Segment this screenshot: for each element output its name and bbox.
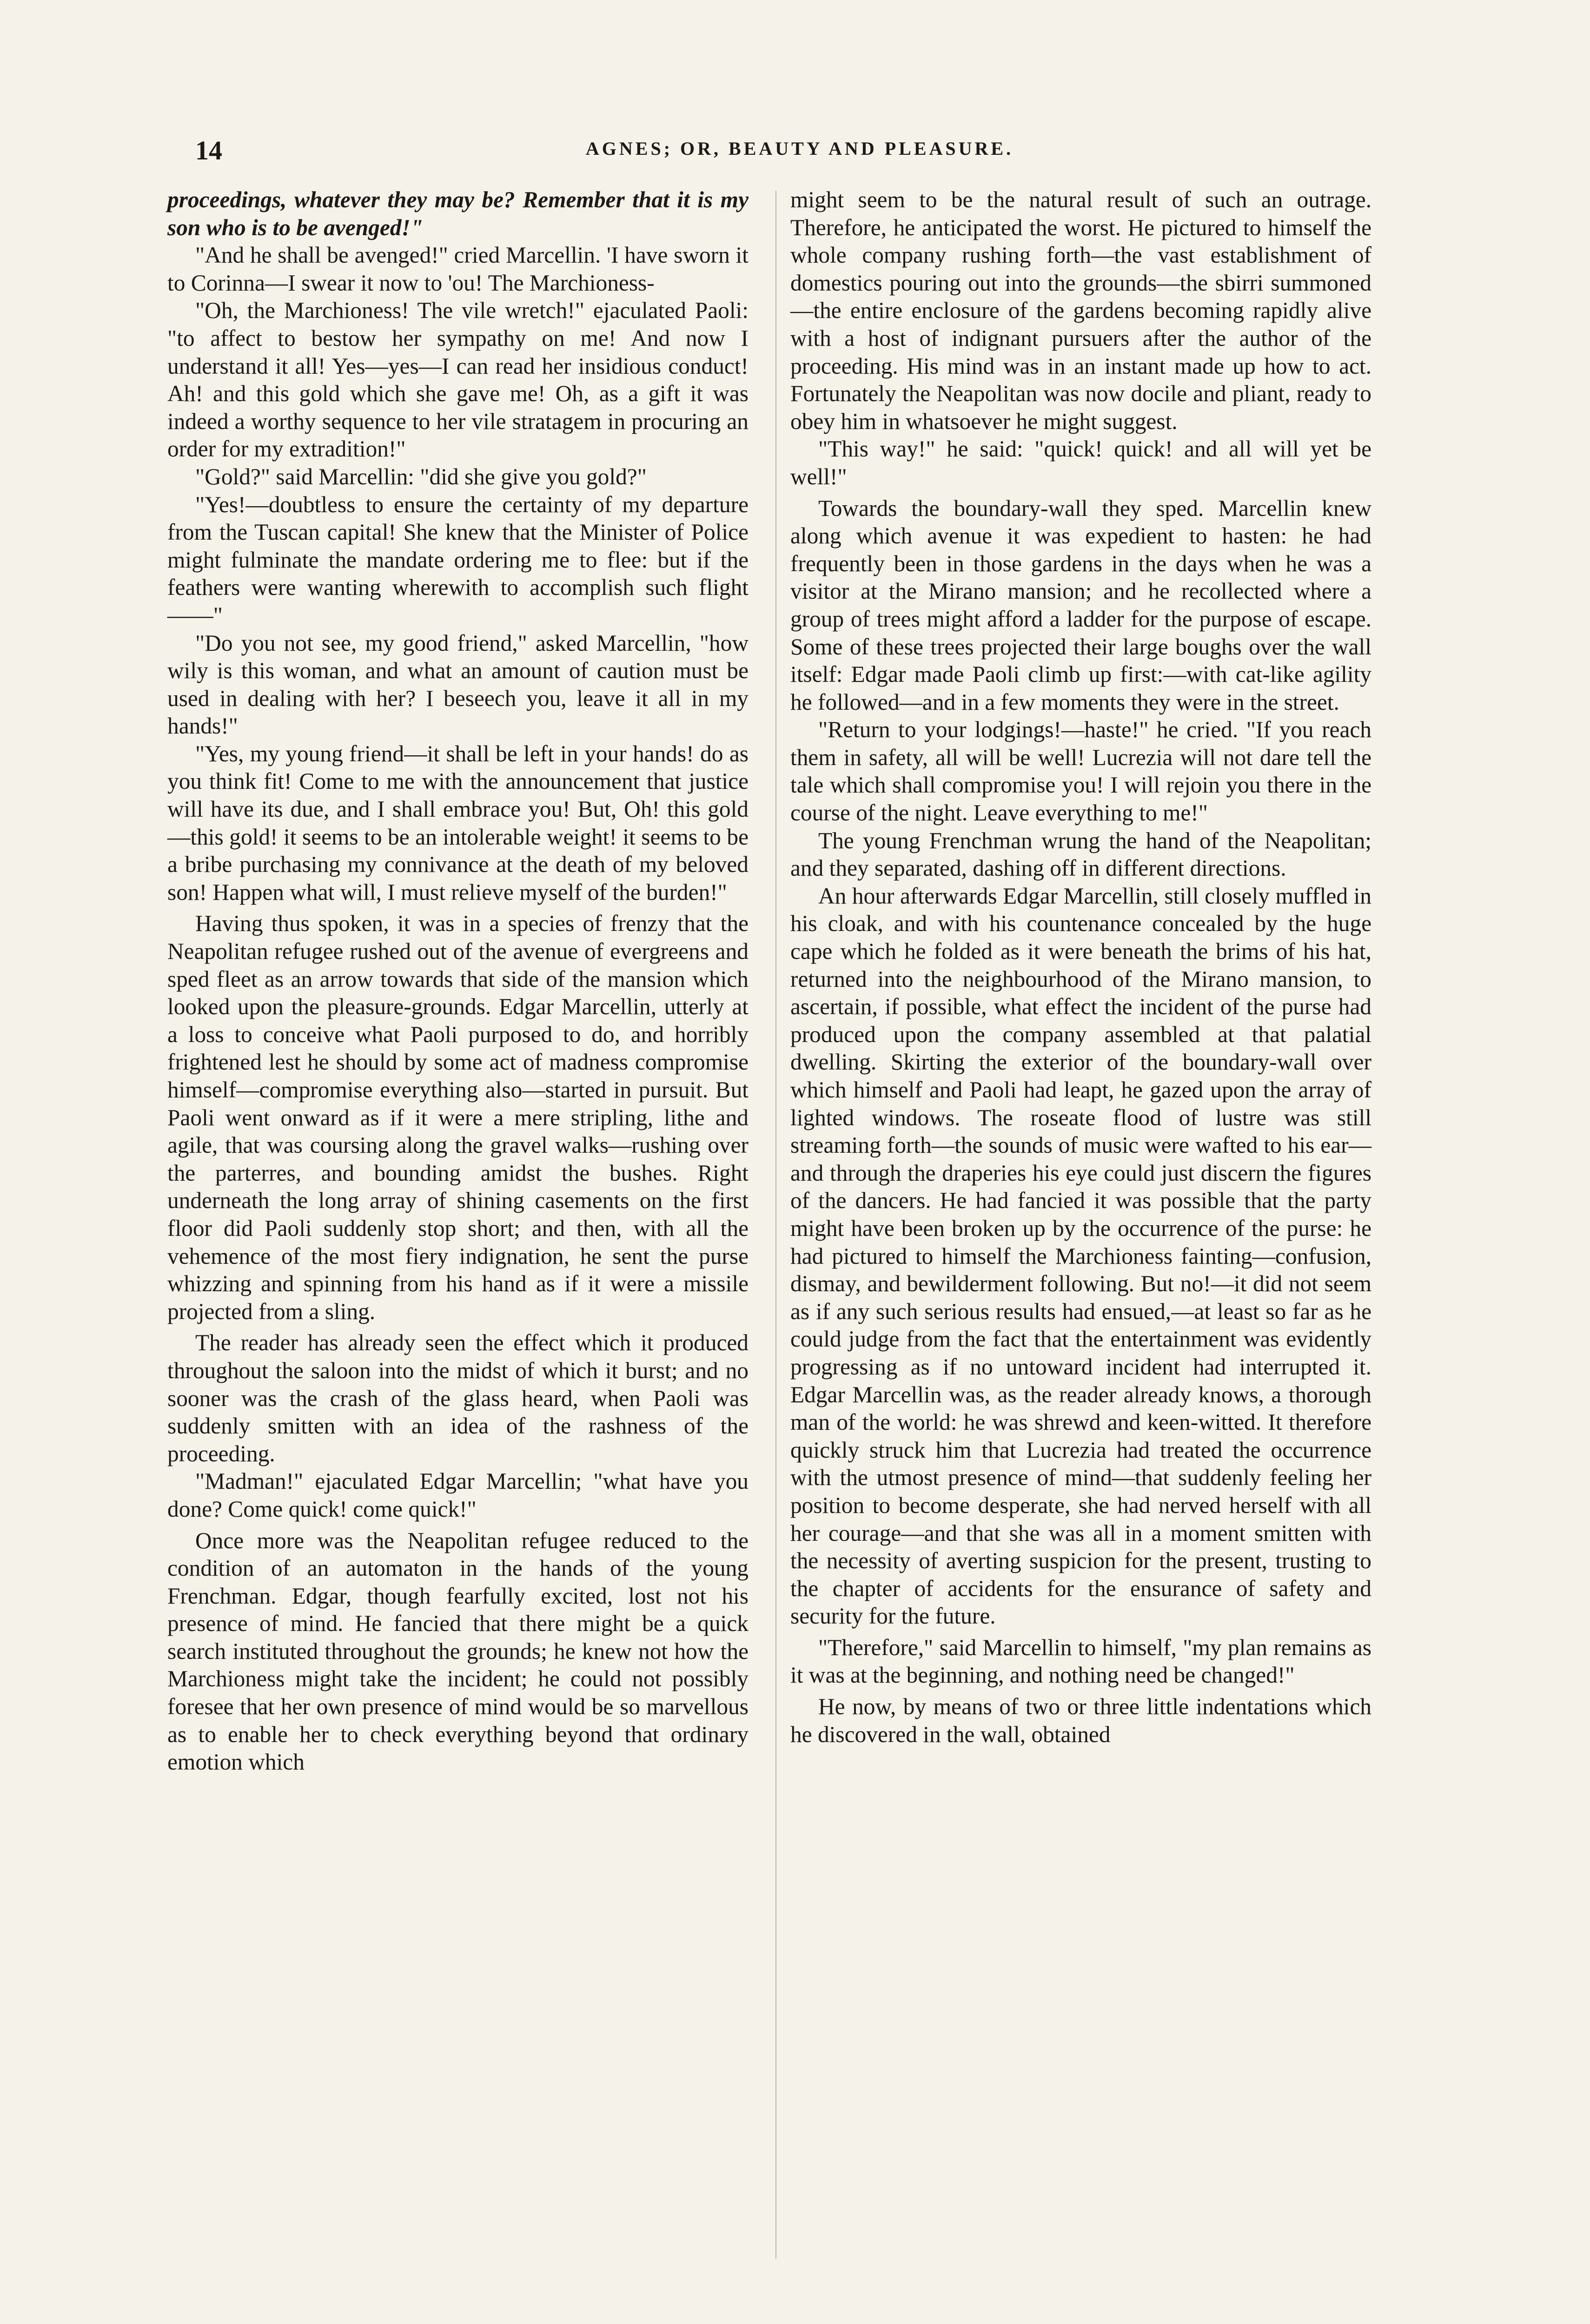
column-divider [775, 191, 776, 2259]
paragraph: The reader has already seen the effect which it produced throughout the saloon into the midst of which it burst; and no sooner was the crash of the glass heard, when Paoli was suddenly smitten with an idea of the rashness of the proceeding. [167, 1330, 749, 1466]
paragraph: "Return to your lodgings!—haste!" he cried. "If you reach them in safety, all will be well! Lucrezia will not dare tell the tale which shall compromise you! I will rejoin you there in the course of the night. Leave everything to me!" [790, 717, 1371, 826]
paragraph: Towards the boundary-wall they sped. Marcellin knew along which avenue it was expedient to hasten: he had frequently been in those gardens in the days when he was a visitor at the Mirano mansion; and he recollected where a group of trees might afford a ladder for the purpose of escape. Some of these trees projected their large boughs over the wall itself: Edgar made Paoli climb up first:—with cat-like agility he followed—and in a few moments they were in the street. [790, 495, 1371, 715]
paragraph: "Oh, the Marchioness! The vile wretch!" ejaculated Paoli: "to affect to bestow her sympathy on me! And now I understand it all! Yes—yes—I can read her insidious conduct! Ah! and this gold which she gave me! Oh, as a gift it was indeed a worthy sequence to her vile stratagem in procuring an order for my extradition!" [167, 297, 749, 462]
paragraph: "Do you not see, my good friend," asked Marcellin, "how wily is this woman, and what an amount of caution must be used in dealing with her? I beseech you, leave it all in my hands!" [167, 630, 749, 739]
left-column [167, 186, 749, 1776]
paragraph: He now, by means of two or three little indentations which he discovered in the wall, obtained [790, 1694, 1371, 1747]
paragraph: An hour afterwards Edgar Marcellin, still closely muffled in his cloak, and with his countenance concealed by the huge cape which he folded as it were beneath the brims of his hat, returned into the neighbourhood of the Mirano mansion, to ascertain, if possible, what effect the incident of the purse had produced upon the company assembled at that palatial dwelling. Skirting the exterior of the boundary-wall over which himself and Paoli had leapt, he gazed upon the array of lighted windows. The roseate flood of lustre was still streaming forth—the sounds of music were wafted to his ear—and through the draperies his eye could just discern the figures of the dancers. He had fancied it was possible that the party might have been broken up by the occurrence of the purse: he had pictured to himself the Marchioness fainting—confusion, dismay, and bewilderment following. But no!—it did not seem as if any such serious results had ensued,—at least so far as he could judge from the fact that the entertainment was evidently progressing as if no untoward incident had interrupted it. Edgar Marcellin was, as the reader already knows, a thorough man of the world: he was shrewd and keen-witted. It therefore quickly struck him that Lucrezia had treated the occurrence with the utmost presence of mind—that suddenly feeling her position to become desperate, she had nerved herself with all her courage—and that she was all in a moment smitten with the necessity of averting suspicion for the present, trusting to the chapter of accidents for the ensurance of safety and security for the future. [790, 883, 1371, 1629]
page-header [195, 135, 1404, 172]
page-number: 14 [195, 135, 222, 165]
paragraph: Having thus spoken, it was in a species of frenzy that the Neapolitan refugee rushed out of the avenue of evergreens and sped fleet as an arrow towards that side of the mansion which looked upon the pleasure-grounds. Edgar Marcellin, utterly at a loss to conceive what Paoli purposed to do, and horribly frightened lest he should by some act of madness compromise himself—compromise everything also—started in pursuit. But Paoli went onward as if it were a mere stripling, lithe and agile, that was coursing along the gravel walks—rushing over the parterres, and bounding amidst the bushes. Right underneath the long array of shining casements on the first floor did Paoli suddenly stop short; and then, with all the vehemence of the most fiery indignation, he sent the purse whizzing and spinning from his hand as if it were a missile projected from a sling. [167, 911, 749, 1324]
paragraph: "Yes!—doubtless to ensure the certainty of my departure from the Tuscan capital! She knew that the Minister of Police might fulminate the mandate ordering me to flee: but if the feathers were wanting wherewith to accomplish such flight——" [167, 491, 749, 628]
paragraph: proceedings, whatever they may be? Remember that it is my son who is to be avenged!" [167, 187, 749, 240]
paragraph: "And he shall be avenged!" cried Marcellin. 'I have sworn it to Corinna—I swear it now to 'ou! The Marchioness- [167, 242, 749, 296]
paragraph: "Gold?" said Marcellin: "did she give you gold?" [195, 463, 647, 489]
right-column [790, 186, 1371, 1748]
paragraph: "Therefore," said Marcellin to himself, "my plan remains as it was at the beginning, and nothing need be changed!" [790, 1634, 1371, 1688]
paragraph: "Yes, my young friend—it shall be left in your hands! do as you think fit! Come to me with the announcement that justice will have its due, and I shall embrace you! But, Oh! this gold—this gold! it seems to be an intolerable weight! it seems to be a bribe purchasing my connivance at the death of my beloved son! Happen what will, I must relieve myself of the burden!" [167, 740, 749, 905]
paragraph: "This way!" he said: "quick! quick! and all will yet be well!" [790, 436, 1371, 489]
paragraph: "Madman!" ejaculated Edgar Marcellin; "what have you done? Come quick! come quick!" [167, 1468, 749, 1522]
paragraph: The young Frenchman wrung the hand of the Neapolitan; and they separated, dashing off in different directions. [790, 827, 1371, 881]
running-title: AGNES; OR, BEAUTY AND PLEASURE. [585, 138, 1014, 159]
paragraph: might seem to be the natural result of such an outrage. Therefore, he anticipated the worst. He pictured to himself the whole company rushing forth—the vast establishment of domestics pouring out into the grounds—the sbirri summoned—the entire enclosure of the gardens becoming rapidly alive with a host of indignant pursuers after the author of the proceeding. His mind was in an instant made up how to act. Fortunately the Neapolitan was now docile and pliant, ready to obey him in whatsoever he might suggest. [790, 187, 1371, 434]
paragraph: Once more was the Neapolitan refugee reduced to the condition of an automaton in the hands of the young Frenchman. Edgar, though fearfully excited, lost not his presence of mind. He fancied that there might be a quick search instituted throughout the grounds; he knew not how the Marchioness might take the incident; he could not possibly foresee that her own presence of mind would be so marvellous as to enable her to check everything beyond that ordinary emotion which [167, 1527, 749, 1775]
